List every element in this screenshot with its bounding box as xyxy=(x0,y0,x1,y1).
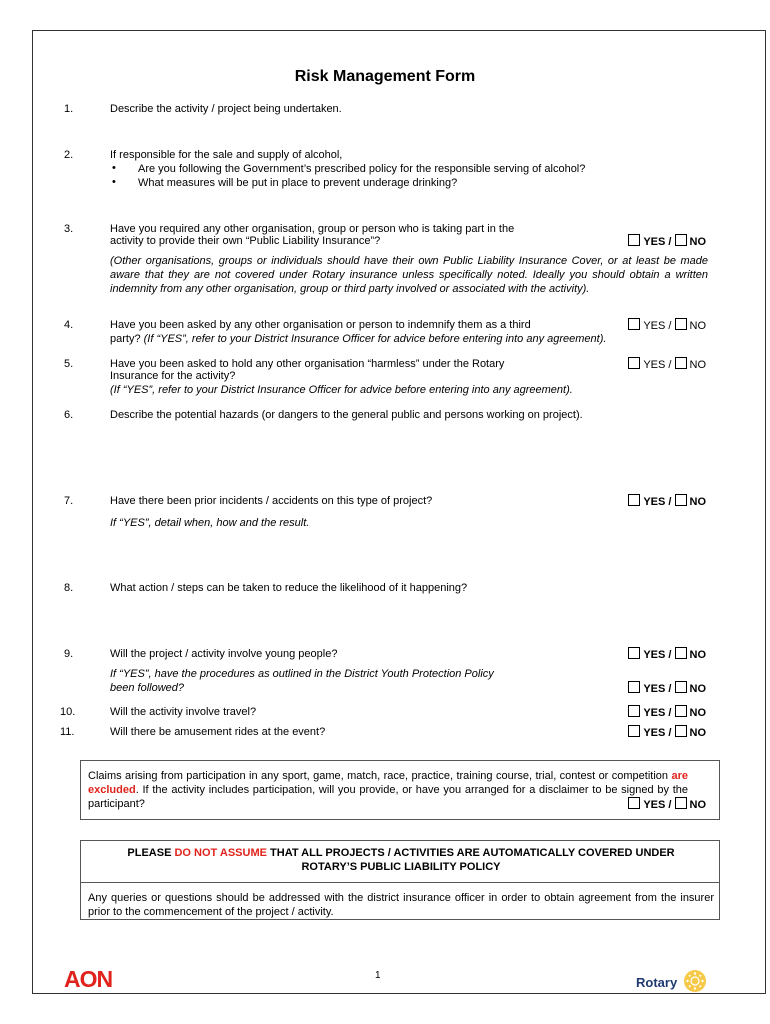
q4-line2 xyxy=(110,332,606,346)
q10-yes-no[interactable] xyxy=(628,705,706,720)
notice-line1 xyxy=(88,846,714,860)
yes-label: YES / xyxy=(643,320,672,332)
q11-number: 11. xyxy=(60,726,75,738)
notice-post: THAT ALL PROJECTS / ACTIVITIES ARE AUTOMATICALLY COVERED UNDER xyxy=(266,847,675,859)
q9-text: Will the project / activity involve young people? xyxy=(110,648,338,660)
q3-line1: Have you required any other organisation, group or person who is taking part in the xyxy=(110,223,515,235)
form-title: Risk Management Form xyxy=(294,68,476,85)
q11-yes-no[interactable] xyxy=(628,725,706,740)
q11-text: Will there be amusement rides at the event? xyxy=(110,726,326,738)
claims-part2: . If the activity includes participation, will you provide, or have you arranged for a disclaimer to be signed by the participant? xyxy=(88,784,688,810)
yes-label: YES / xyxy=(643,799,672,811)
q5-line1: Have you been asked to hold any other organisation “harmless” under the Rotary xyxy=(110,358,505,370)
q10-number: 10. xyxy=(60,706,76,718)
rotary-wheel-icon xyxy=(683,969,707,993)
no-label: NO xyxy=(689,683,706,695)
notice-line2: ROTARY’S PUBLIC LIABILITY POLICY xyxy=(301,861,501,873)
no-checkbox[interactable] xyxy=(675,357,687,369)
q2-number: 2. xyxy=(64,149,74,161)
yes-label: YES / xyxy=(643,727,672,739)
yes-checkbox[interactable] xyxy=(628,725,640,737)
q3-number: 3. xyxy=(64,223,74,235)
q10-text: Will the activity involve travel? xyxy=(110,706,257,718)
q4-line2-italic: (If “YES”, refer to your District Insurance Officer for advice before entering into any agreement). xyxy=(143,333,607,345)
yes-checkbox[interactable] xyxy=(628,494,640,506)
q4-number: 4. xyxy=(64,319,74,331)
q8-text: What action / steps can be taken to reduce the likelihood of it happening? xyxy=(110,582,468,594)
q3-line2: activity to provide their own “Public Liability Insurance”? xyxy=(110,235,381,247)
yes-label: YES / xyxy=(643,707,672,719)
yes-checkbox[interactable] xyxy=(628,681,640,693)
yes-label: YES / xyxy=(643,496,672,508)
notice-queries: Any queries or questions should be addressed with the district insurance officer in order to obtain agreement from the insurer prior to the commencement of the project / activity. xyxy=(88,892,714,918)
q4-line1: Have you been asked by any other organisation or person to indemnify them as a third xyxy=(110,319,531,331)
yes-label: YES / xyxy=(643,649,672,661)
q6-text: Describe the potential hazards (or dangers to the general public and persons working on project). xyxy=(110,409,583,421)
q5-line2: Insurance for the activity? xyxy=(110,370,236,382)
bullet-icon: • xyxy=(112,176,116,188)
q9-yes-no[interactable] xyxy=(628,647,706,662)
q7-sub: If “YES”, detail when, how and the result. xyxy=(110,517,310,529)
yes-label: YES / xyxy=(643,236,672,248)
no-checkbox[interactable] xyxy=(675,681,687,693)
page-number: 1 xyxy=(375,970,381,981)
q8-number: 8. xyxy=(64,582,74,594)
q5-line3: (If “YES”, refer to your District Insurance Officer for advice before entering into any agreement). xyxy=(110,384,573,396)
no-checkbox[interactable] xyxy=(675,705,687,717)
rotary-logo-text: Rotary xyxy=(636,975,678,990)
no-checkbox[interactable] xyxy=(675,318,687,330)
yes-label: YES / xyxy=(643,683,672,695)
no-checkbox[interactable] xyxy=(675,494,687,506)
q6-number: 6. xyxy=(64,409,74,421)
no-label: NO xyxy=(689,320,706,332)
bullet-icon: • xyxy=(112,162,116,174)
no-label: NO xyxy=(689,649,706,661)
q7-yes-no[interactable] xyxy=(628,494,706,509)
q5-yes-no[interactable] xyxy=(628,357,706,372)
yes-checkbox[interactable] xyxy=(628,234,640,246)
no-label: NO xyxy=(689,496,706,508)
no-label: NO xyxy=(689,359,706,371)
no-label: NO xyxy=(689,236,706,248)
q1-number: 1. xyxy=(64,103,74,115)
q9b-yes-no[interactable] xyxy=(628,681,706,696)
notice-red: DO NOT ASSUME xyxy=(174,847,267,859)
q4-line2-plain: party? xyxy=(110,333,144,345)
q7-number: 7. xyxy=(64,495,74,507)
no-checkbox[interactable] xyxy=(675,647,687,659)
q3-yes-no[interactable] xyxy=(628,234,706,249)
notice-pre: PLEASE xyxy=(127,847,175,859)
no-checkbox[interactable] xyxy=(675,725,687,737)
no-checkbox[interactable] xyxy=(675,234,687,246)
no-label: NO xyxy=(689,799,706,811)
yes-label: YES / xyxy=(643,359,672,371)
yes-checkbox[interactable] xyxy=(628,357,640,369)
q7-text: Have there been prior incidents / accidents on this type of project? xyxy=(110,495,433,507)
q9-sub2: been followed? xyxy=(110,682,185,694)
yes-checkbox[interactable] xyxy=(628,705,640,717)
no-label: NO xyxy=(689,727,706,739)
q4-yes-no[interactable] xyxy=(628,318,706,333)
q9-number: 9. xyxy=(64,648,74,660)
yes-checkbox[interactable] xyxy=(628,797,640,809)
q9-sub1: If “YES”, have the procedures as outlined in the District Youth Protection Policy xyxy=(110,668,494,680)
claims-part1: Claims arising from participation in any sport, game, match, race, practice, training course, trial, contest or competition xyxy=(88,770,672,782)
claims-excluded: are excluded xyxy=(88,770,688,796)
q2-bullet-1: Are you following the Government’s prescribed policy for the responsible serving of alcohol? xyxy=(138,163,586,175)
q2-text: If responsible for the sale and supply of alcohol, xyxy=(110,149,343,161)
no-label: NO xyxy=(689,707,706,719)
aon-logo: AON xyxy=(64,966,113,992)
yes-checkbox[interactable] xyxy=(628,647,640,659)
no-checkbox[interactable] xyxy=(675,797,687,809)
yes-checkbox[interactable] xyxy=(628,318,640,330)
q5-number: 5. xyxy=(64,358,74,370)
q3-note: (Other organisations, groups or individuals should have their own Public Liability Insurance Cover, or at least be made aware that they are not covered under Rotary insurance unless specifically noted. Ideally you should obtain a written indemnity from any other organisation, group or third party involved or associated with the activity). xyxy=(110,255,708,295)
q2-bullet-2: What measures will be put in place to prevent underage drinking? xyxy=(138,177,458,189)
claims-text xyxy=(88,769,688,811)
claims-yes-no[interactable] xyxy=(628,797,706,812)
q1-text: Describe the activity / project being undertaken. xyxy=(110,103,342,115)
